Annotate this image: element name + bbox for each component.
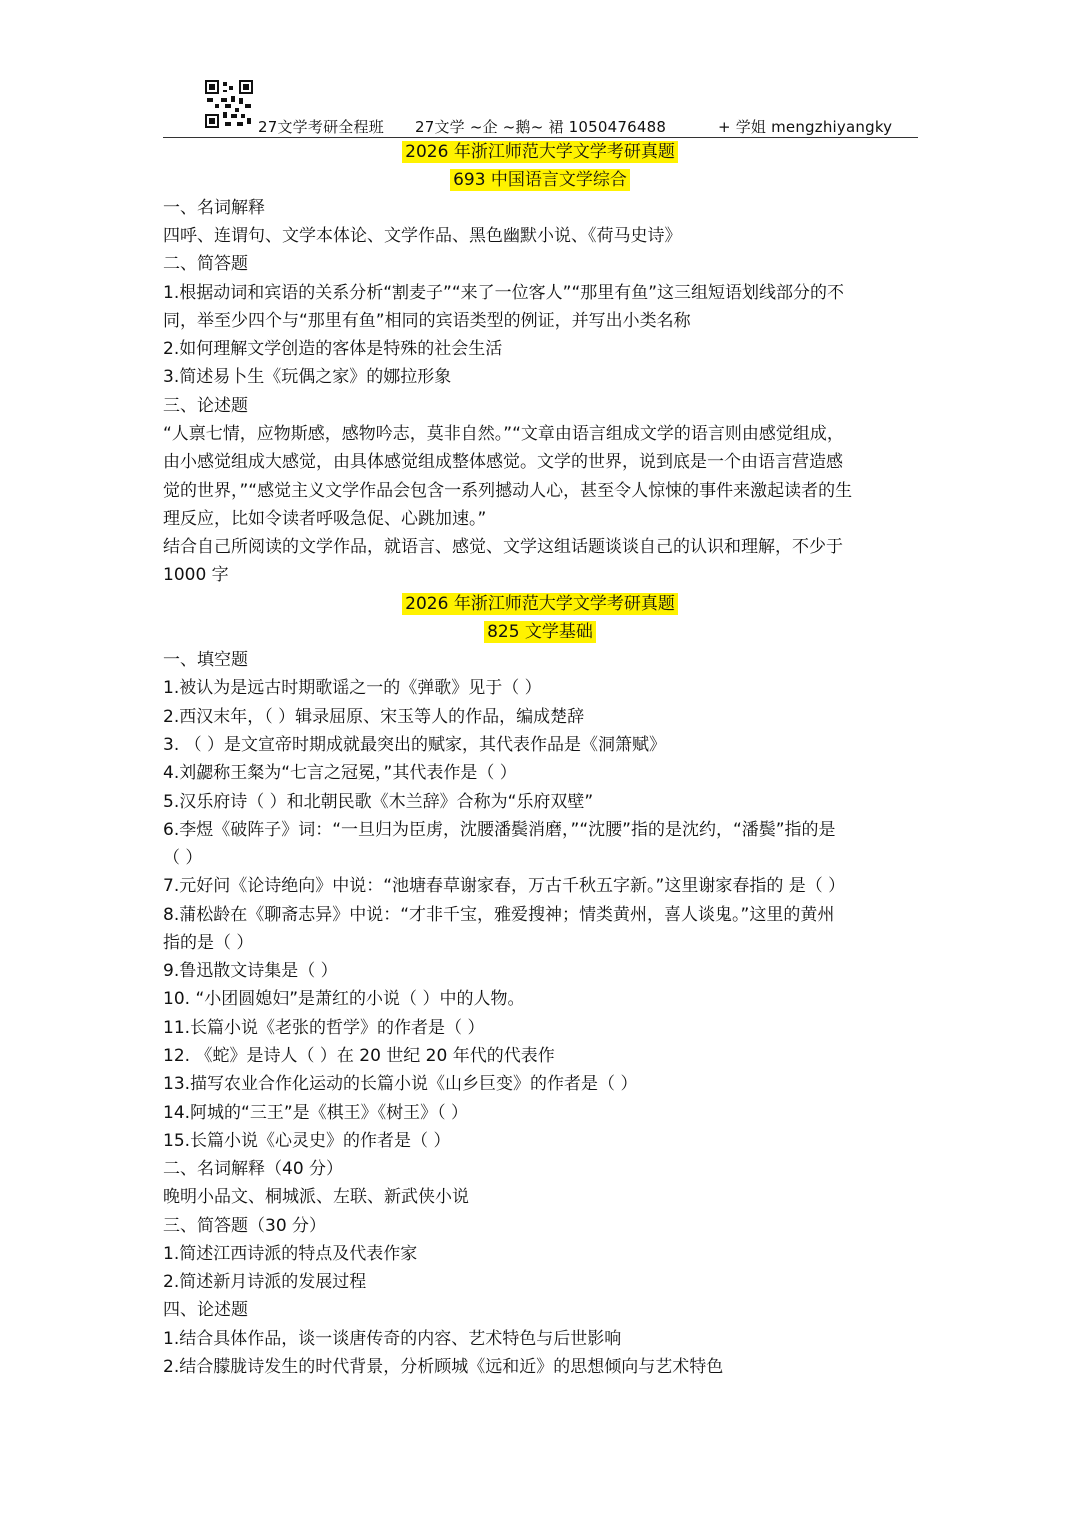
header-contact: + 学姐 mengzhiyangky bbox=[718, 118, 893, 136]
exam1-line: 3.简述易卜生《玩偶之家》的娜拉形象 bbox=[163, 367, 452, 387]
exam2-line: 7.元好问《论诗绝向》中说：“池塘春草谢家春，万古千秋五字新。”这里谢家春指的 是（ ） bbox=[163, 876, 846, 896]
exam2-line: 14.阿城的“三王”是《棋王》《树王》（ ） bbox=[163, 1103, 469, 1123]
exam1-line: 三、论述题 bbox=[163, 396, 248, 416]
exam2-line: 2.结合朦胧诗发生的时代背景，分析顾城《远和近》的思想倾向与艺术特色 bbox=[163, 1357, 724, 1377]
exam2-line: 四、论述题 bbox=[163, 1300, 248, 1320]
exam2-title: 2026 年浙江师范大学文学考研真题 bbox=[0, 590, 1080, 618]
exam1-subtitle: 693 中国语言文学综合 bbox=[0, 166, 1080, 194]
exam2-line: 9.鲁迅散文诗集是（ ） bbox=[163, 961, 338, 981]
exam2-line: （ ） bbox=[163, 848, 203, 868]
exam2-line: 2.简述新月诗派的发展过程 bbox=[163, 1272, 367, 1292]
exam2-line: 10. “小团圆媳妇”是萧红的小说（ ）中的人物。 bbox=[163, 989, 525, 1009]
exam1-line: 结合自己所阅读的文学作品，就语言、感觉、文学这组话题谈谈自己的认识和理解，不少于 bbox=[163, 537, 843, 557]
exam2-line: 11.长篇小说《老张的哲学》的作者是（ ） bbox=[163, 1018, 485, 1038]
exam1-line: “人禀七情，应物斯感，感物吟志，莫非自然。”“文章由语言组成文学的语言则由感觉组成， bbox=[163, 424, 844, 444]
exam1-line: 一、名词解释 bbox=[163, 198, 265, 218]
exam2-line: 3. （ ）是文宣帝时期成就最突出的赋家，其代表作品是《洞箫赋》 bbox=[163, 735, 667, 755]
exam1-line: 1.根据动词和宾语的关系分析“割麦子”“来了一位客人”“那里有鱼”这三组短语划线部分的不 bbox=[163, 283, 845, 303]
exam2-line: 4.刘勰称王粲为“七言之冠冕，”其代表作是（ ） bbox=[163, 763, 517, 783]
header-course: 27文学考研全程班 bbox=[258, 118, 384, 136]
exam2-line: 二、名词解释（40 分） bbox=[163, 1159, 344, 1179]
exam2-line: 2.西汉末年，（ ）辑录屈原、宋玉等人的作品，编成楚辞 bbox=[163, 707, 585, 727]
exam2-line: 15.长篇小说《心灵史》的作者是（ ） bbox=[163, 1131, 451, 1151]
exam2-line: 5.汉乐府诗（ ）和北朝民歌《木兰辞》合称为“乐府双壁” bbox=[163, 792, 594, 812]
exam2-line: 一、填空题 bbox=[163, 650, 248, 670]
exam2-line: 晚明小品文、桐城派、左联、新武侠小说 bbox=[163, 1187, 469, 1207]
exam2-line: 6.李煜《破阵子》词：“一旦归为臣虏，沈腰潘鬓消磨，”“沈腰”指的是沈约，“潘鬓”指的是 bbox=[163, 820, 836, 840]
exam1-line: 理反应，比如令读者呼吸急促、心跳加速。” bbox=[163, 509, 487, 529]
exam2-line: 1.结合具体作品，谈一谈唐传奇的内容、艺术特色与后世影响 bbox=[163, 1329, 622, 1349]
exam1-title: 2026 年浙江师范大学文学考研真题 bbox=[0, 138, 1080, 166]
exam1-line: 觉的世界，”“感觉主义文学作品会包含一系列撼动人心，甚至令人惊悚的事件来激起读者的生 bbox=[163, 481, 853, 501]
exam1-line: 四呼、连谓句、文学本体论、文学作品、黑色幽默小说、《荷马史诗》 bbox=[163, 226, 682, 246]
exam1-line: 由小感觉组成大感觉，由具体感觉组成整体感觉。文学的世界，说到底是一个由语言营造感 bbox=[163, 452, 843, 472]
exam2-line: 三、简答题（30 分） bbox=[163, 1216, 327, 1236]
exam2-line: 1.被认为是远古时期歌谣之一的《弹歌》见于（ ） bbox=[163, 678, 542, 698]
exam2-line: 13.描写农业合作化运动的长篇小说《山乡巨变》的作者是（ ） bbox=[163, 1074, 638, 1094]
exam1-line: 同，举至少四个与“那里有鱼”相同的宾语类型的例证，并写出小类名称 bbox=[163, 311, 691, 331]
header-group: 27文学 ~企 ~鹅~ 裙 1050476488 bbox=[415, 118, 667, 136]
exam1-line: 1000 字 bbox=[163, 565, 229, 585]
exam2-line: 1.简述江西诗派的特点及代表作家 bbox=[163, 1244, 418, 1264]
exam1-line: 二、简答题 bbox=[163, 254, 248, 274]
exam2-line: 8.蒲松龄在《聊斋志异》中说：“才非千宝，雅爱搜神；情类黄州，喜人谈鬼。”这里的黄州 bbox=[163, 905, 835, 925]
exam1-line: 2.如何理解文学创造的客体是特殊的社会生活 bbox=[163, 339, 503, 359]
exam2-line: 指的是（ ） bbox=[163, 933, 254, 953]
exam2-subtitle: 825 文学基础 bbox=[0, 618, 1080, 646]
exam2-line: 12. 《蛇》是诗人（ ）在 20 世纪 20 年代的代表作 bbox=[163, 1046, 555, 1066]
